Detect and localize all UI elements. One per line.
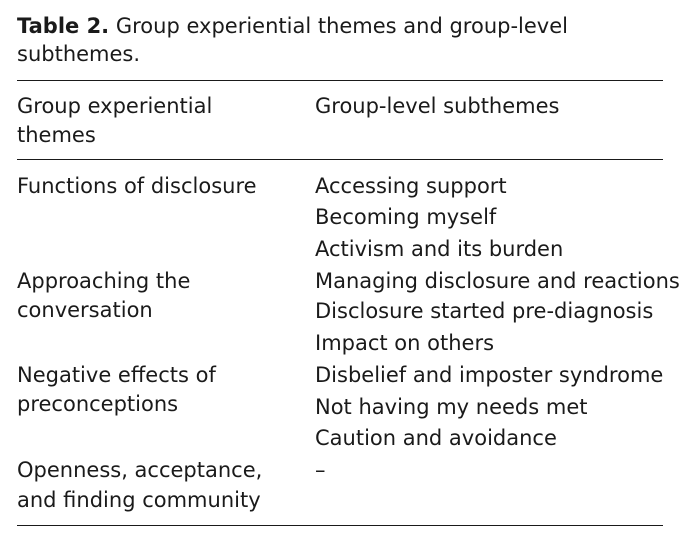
header-group-level-subthemes: Group-level subthemes	[315, 94, 560, 118]
bottom-rule	[17, 525, 663, 526]
row-4-theme-line-1: Openness, acceptance,	[17, 458, 263, 482]
header-col1-line2: themes	[17, 123, 96, 147]
row-1-subtheme-2: Becoming myself	[315, 205, 497, 229]
row-3-theme-line-2: preconceptions	[17, 392, 179, 416]
table-title: Group experiential themes and group-level subthemes.	[17, 14, 568, 66]
row-3-subtheme-3: Caution and avoidance	[315, 426, 557, 450]
table-label: Table 2.	[17, 14, 110, 38]
table-caption	[17, 12, 657, 68]
header-group-experiential-themes	[17, 92, 277, 150]
row-3-subtheme-1: Disbelief and imposter syndrome	[315, 363, 664, 387]
row-2-theme-line-1: Approaching the	[17, 269, 191, 293]
row-2-subtheme-2: Disclosure started pre-diagnosis	[315, 299, 654, 323]
top-rule	[17, 80, 663, 81]
row-3-subtheme-2: Not having my needs met	[315, 395, 588, 419]
row-1-theme-line-1: Functions of disclosure	[17, 174, 257, 198]
row-4-subtheme-1: –	[315, 458, 326, 482]
row-3-theme-line-1: Negative effects of	[17, 363, 216, 387]
row-2-subtheme-1: Managing disclosure and reactions	[315, 269, 680, 293]
row-2-theme-line-2: conversation	[17, 298, 153, 322]
row-4-theme-line-2: and finding community	[17, 488, 261, 512]
row-1-subtheme-1: Accessing support	[315, 174, 507, 198]
row-2-subtheme-3: Impact on others	[315, 331, 495, 355]
row-1-subtheme-3: Activism and its burden	[315, 237, 564, 261]
header-col1-line1: Group experiential	[17, 94, 213, 118]
header-rule	[17, 159, 663, 160]
